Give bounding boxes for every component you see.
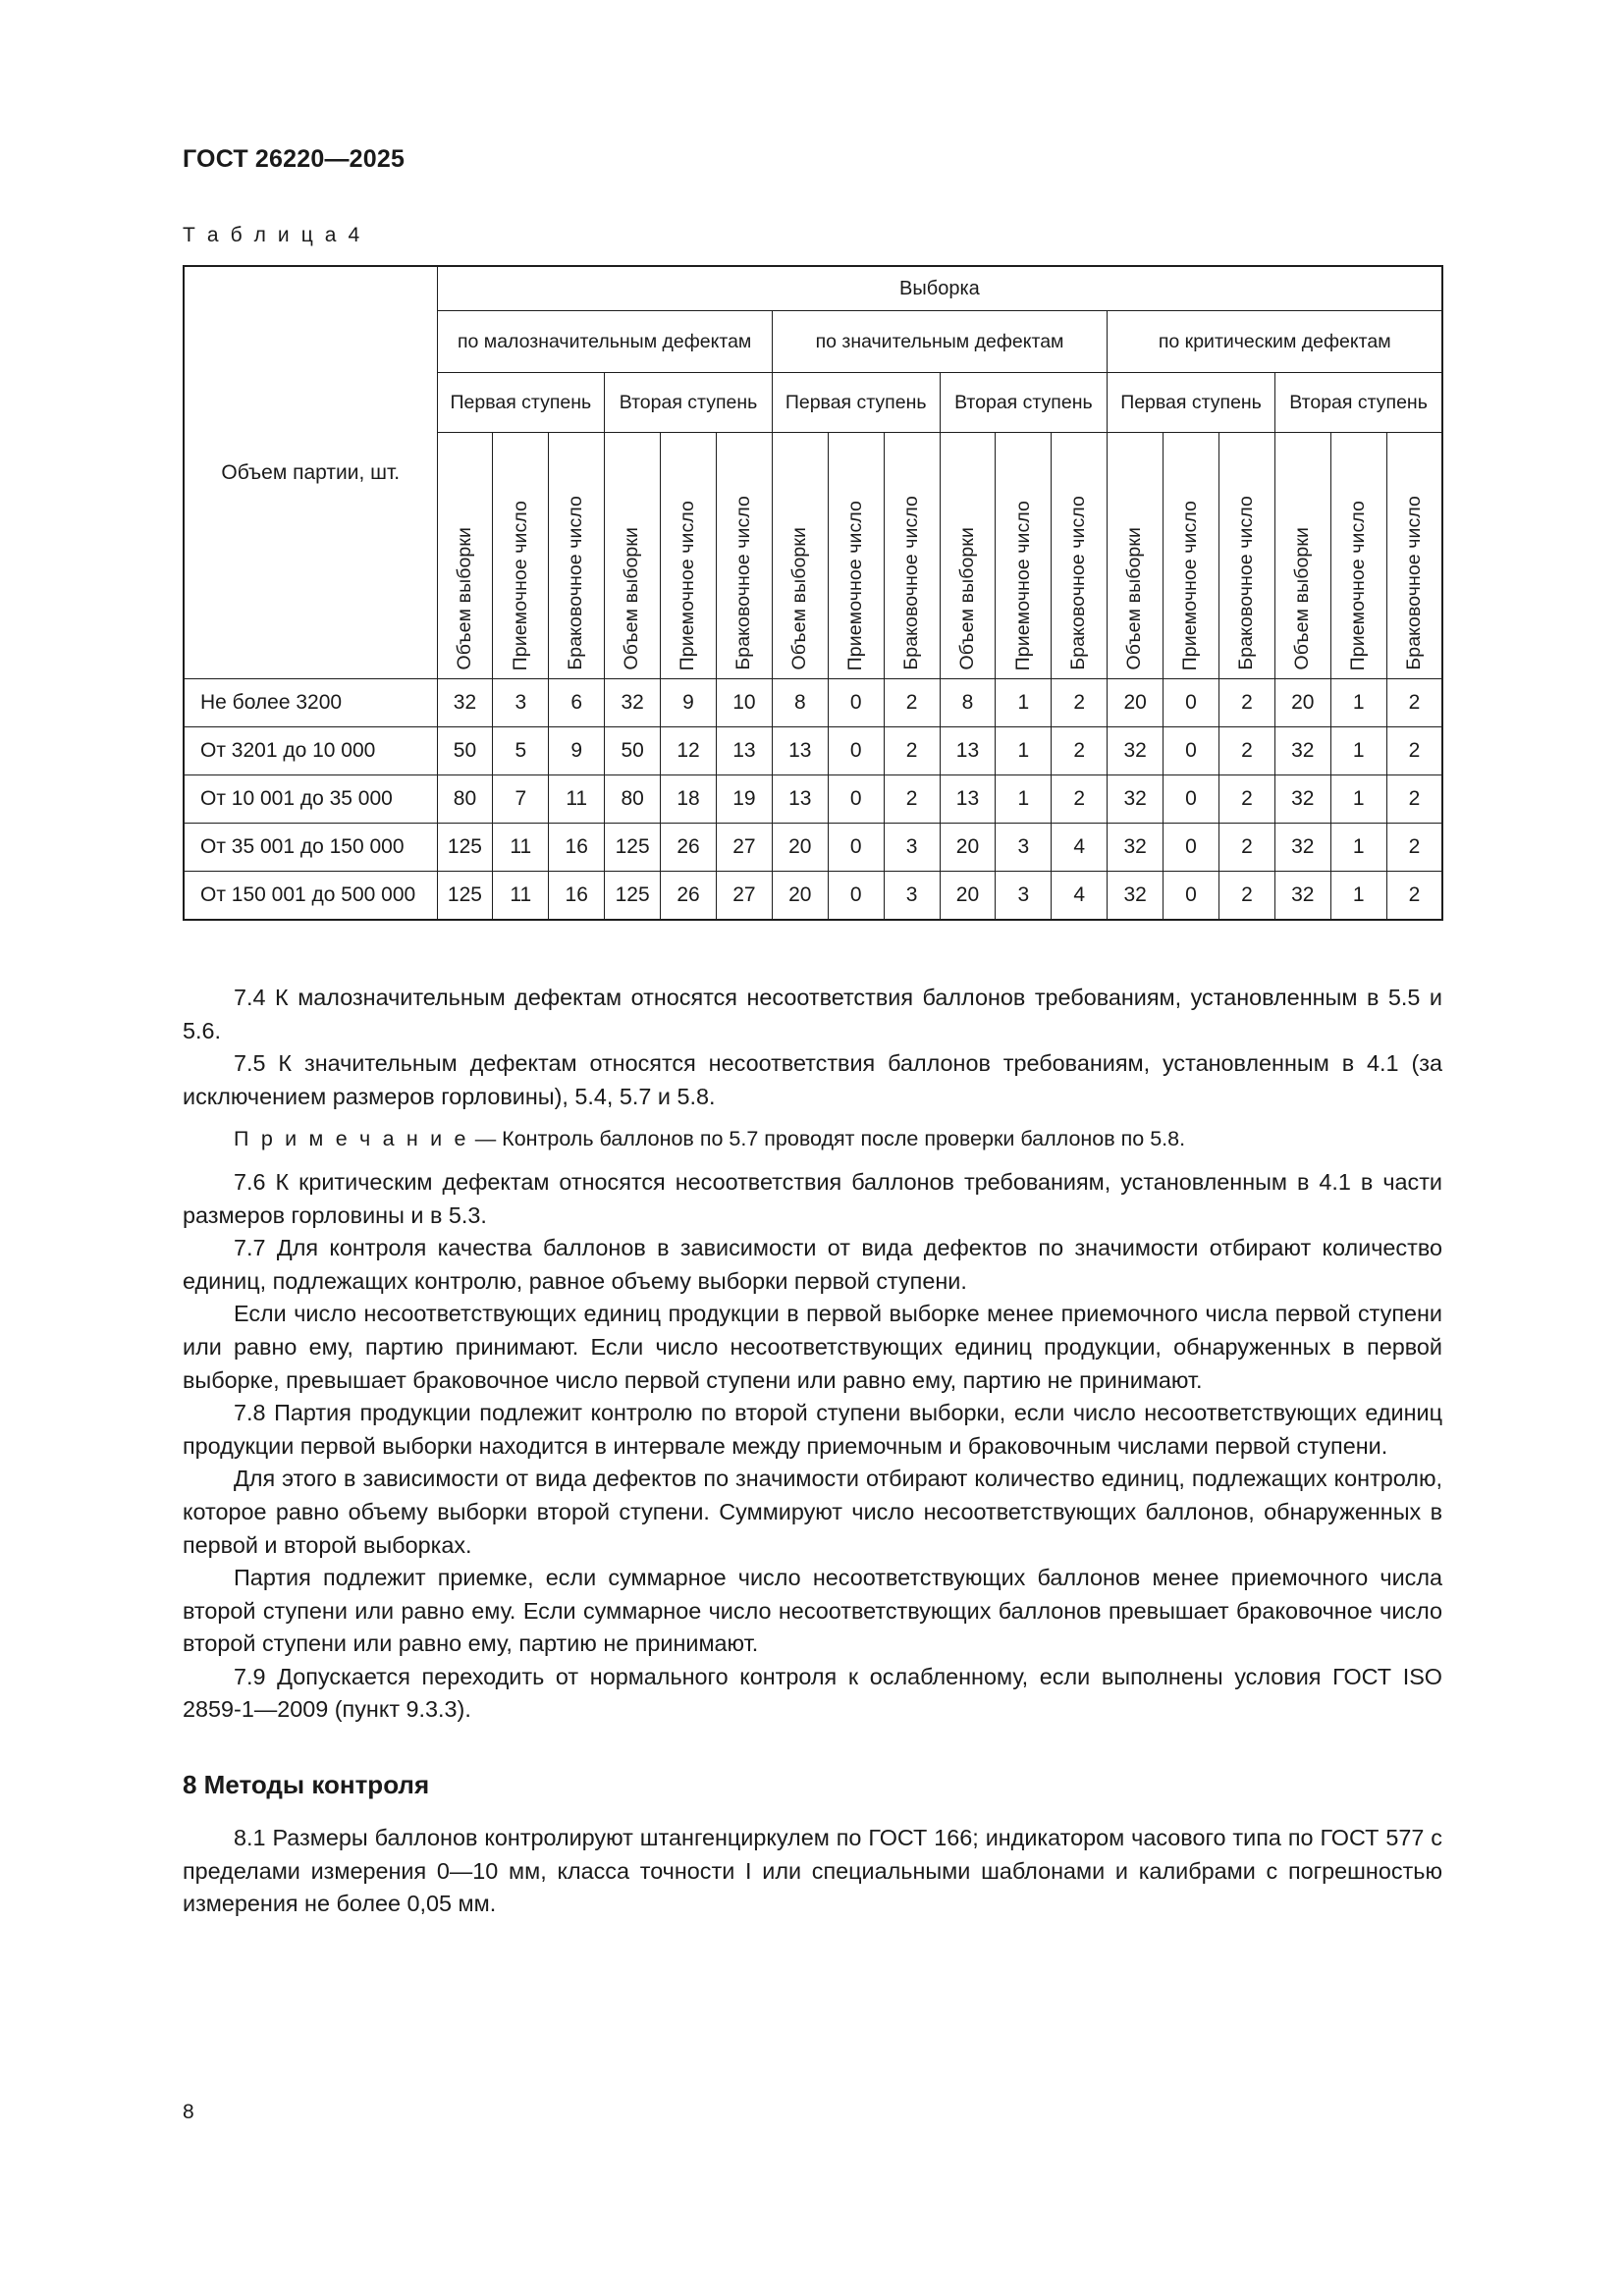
cell: 11	[493, 824, 549, 872]
table-row	[184, 775, 1442, 824]
table-row	[184, 824, 1442, 872]
cell: 13	[772, 727, 828, 775]
cell: 2	[1052, 775, 1108, 824]
header-measure-label: Приемочное число	[677, 500, 699, 670]
header-measure-6	[772, 433, 828, 679]
header-measure-label: Объем выборки	[1123, 527, 1146, 670]
cell: 20	[940, 872, 996, 921]
cell: 0	[1164, 824, 1219, 872]
cell: 2	[1218, 775, 1274, 824]
row-label: От 3201 до 10 000	[184, 727, 437, 775]
cell: 4	[1052, 872, 1108, 921]
cell: 32	[1108, 727, 1164, 775]
cell: 1	[1330, 679, 1386, 727]
cell: 0	[1164, 679, 1219, 727]
row-label: Не более 3200	[184, 679, 437, 727]
table-caption: Т а б л и ц а 4	[183, 224, 363, 246]
header-stage-5: Первая ступень	[1108, 373, 1275, 433]
header-measure-7	[828, 433, 884, 679]
cell: 8	[940, 679, 996, 727]
paragraph-7-5: 7.5 К значительным дефектам относятся несоответствия баллонов требованиям, установленным в 4.1 (за исключением размеров горловины), 5.4, 5.7 и 5.8.	[183, 1050, 1442, 1109]
paragraph-7-4: 7.4 К малозначительным дефектам относятся несоответствия баллонов требованиям, установленным в 5.5 и 5.6.	[183, 985, 1442, 1043]
cell: 1	[996, 679, 1052, 727]
cell: 1	[996, 775, 1052, 824]
cell: 2	[884, 679, 940, 727]
table-row	[184, 679, 1442, 727]
cell: 3	[493, 679, 549, 727]
cell: 32	[1274, 727, 1330, 775]
table-row	[184, 727, 1442, 775]
header-stage-1: Первая ступень	[437, 373, 605, 433]
cell: 26	[661, 872, 717, 921]
cell: 1	[1330, 872, 1386, 921]
cell: 2	[1052, 727, 1108, 775]
header-measure-label: Браковочное число	[732, 496, 755, 670]
header-measure-3	[605, 433, 661, 679]
header-measure-8	[884, 433, 940, 679]
cell: 27	[716, 872, 772, 921]
header-stage-2: Вторая ступень	[605, 373, 773, 433]
header-measure-label: Приемочное число	[843, 500, 866, 670]
header-measure-14	[1218, 433, 1274, 679]
note-7-5	[183, 1123, 1442, 1156]
header-measure-1	[493, 433, 549, 679]
cell: 13	[716, 727, 772, 775]
running-head: ГОСТ 26220—2025	[183, 145, 406, 173]
paragraph-8-1: 8.1 Размеры баллонов контролируют штангенциркулем по ГОСТ 166; индикатором часового типа по ГОСТ 577 с пределами измерения 0—10 мм, класса точности I или специальными шаблонами и калибрами с погрешностью измерения не более 0,05 мм.	[183, 1825, 1442, 1917]
paragraph-7-8: 7.8 Партия продукции подлежит контролю по второй ступени выборки, если число несоответствующих единиц продукции первой выборки находится в интервале между приемочным и браковочным числами первой ступени.	[183, 1400, 1442, 1459]
cell: 2	[1218, 824, 1274, 872]
cell: 32	[1274, 872, 1330, 921]
cell: 2	[884, 727, 940, 775]
cell: 50	[437, 727, 493, 775]
header-group-critical: по критическим дефектам	[1108, 311, 1443, 373]
cell: 12	[661, 727, 717, 775]
cell: 4	[1052, 824, 1108, 872]
header-measure-label: Объем выборки	[1291, 527, 1314, 670]
header-measure-label: Браковочное число	[1067, 496, 1090, 670]
cell: 2	[1218, 872, 1274, 921]
paragraph-7-7b: Если число несоответствующих единиц продукции в первой выборке менее приемочного числа первой ступени или равно ему, партию принимают. Если число несоответствующих единиц продукции, обнаруженных в первой выборке, превышает браковочное число первой ступени или равно ему, партию не принимают.	[183, 1301, 1442, 1393]
cell: 19	[716, 775, 772, 824]
cell: 0	[828, 872, 884, 921]
header-measure-2	[549, 433, 605, 679]
cell: 11	[493, 872, 549, 921]
cell: 11	[549, 775, 605, 824]
cell: 32	[437, 679, 493, 727]
stub-header-cell: Объем партии, шт.	[184, 266, 437, 679]
cell: 2	[1386, 872, 1442, 921]
cell: 1	[996, 727, 1052, 775]
cell: 13	[940, 775, 996, 824]
table-row	[184, 872, 1442, 921]
cell: 27	[716, 824, 772, 872]
cell: 7	[493, 775, 549, 824]
cell: 0	[828, 727, 884, 775]
cell: 26	[661, 824, 717, 872]
header-measure-label: Приемочное число	[509, 500, 531, 670]
header-measure-17	[1386, 433, 1442, 679]
table-4-wrapper	[183, 265, 1442, 921]
table-4	[183, 265, 1443, 921]
cell: 2	[1386, 727, 1442, 775]
cell: 0	[1164, 775, 1219, 824]
cell: 9	[549, 727, 605, 775]
cell: 9	[661, 679, 717, 727]
cell: 32	[1108, 872, 1164, 921]
header-measure-label: Браковочное число	[1235, 496, 1258, 670]
cell: 5	[493, 727, 549, 775]
cell: 3	[884, 872, 940, 921]
row-label: От 150 001 до 500 000	[184, 872, 437, 921]
cell: 8	[772, 679, 828, 727]
table-header-row-sample	[184, 266, 1442, 311]
page-number: 8	[183, 2101, 194, 2123]
cell: 2	[1218, 727, 1274, 775]
cell: 18	[661, 775, 717, 824]
cell: 3	[996, 824, 1052, 872]
cell: 13	[940, 727, 996, 775]
cell: 125	[605, 824, 661, 872]
cell: 125	[605, 872, 661, 921]
cell: 0	[828, 775, 884, 824]
header-measure-15	[1274, 433, 1330, 679]
cell: 32	[605, 679, 661, 727]
cell: 1	[1330, 727, 1386, 775]
cell: 16	[549, 872, 605, 921]
body-text	[183, 982, 1442, 1921]
cell: 3	[884, 824, 940, 872]
cell: 32	[1274, 824, 1330, 872]
header-measure-9	[940, 433, 996, 679]
header-measure-label: Объем выборки	[788, 527, 811, 670]
cell: 20	[772, 824, 828, 872]
row-label: От 35 001 до 150 000	[184, 824, 437, 872]
note-body: — Контроль баллонов по 5.7 проводят после проверки баллонов по 5.8.	[468, 1127, 1186, 1151]
row-label: От 10 001 до 35 000	[184, 775, 437, 824]
cell: 32	[1108, 824, 1164, 872]
cell: 13	[772, 775, 828, 824]
cell: 20	[1274, 679, 1330, 727]
header-measure-label: Приемочное число	[1346, 500, 1369, 670]
header-measure-0	[437, 433, 493, 679]
header-group-minor: по малозначительным дефектам	[437, 311, 772, 373]
header-measure-16	[1330, 433, 1386, 679]
header-measure-5	[716, 433, 772, 679]
paragraph-7-6: 7.6 К критическим дефектам относятся несоответствия баллонов требованиям, установленным в 4.1 в части размеров горловины и в 5.3.	[183, 1168, 1442, 1228]
cell: 50	[605, 727, 661, 775]
cell: 3	[996, 872, 1052, 921]
section-heading-8: 8 Методы контроля	[183, 1770, 430, 1800]
cell: 20	[772, 872, 828, 921]
cell: 2	[1052, 679, 1108, 727]
header-stage-6: Вторая ступень	[1274, 373, 1442, 433]
cell: 80	[437, 775, 493, 824]
cell: 0	[828, 824, 884, 872]
header-measure-13	[1164, 433, 1219, 679]
cell: 2	[1218, 679, 1274, 727]
cell: 125	[437, 824, 493, 872]
header-measure-label: Браковочное число	[565, 496, 587, 670]
cell: 1	[1330, 775, 1386, 824]
paragraph-7-9: 7.9 Допускается переходить от нормального контроля к ослабленному, если выполнены условия ГОСТ ISO 2859-1—2009 (пункт 9.3.3).	[183, 1663, 1442, 1723]
header-measure-label: Объем выборки	[453, 527, 475, 670]
header-stage-4: Вторая ступень	[940, 373, 1108, 433]
cell: 0	[1164, 727, 1219, 775]
header-measure-10	[996, 433, 1052, 679]
cell: 32	[1108, 775, 1164, 824]
cell: 10	[716, 679, 772, 727]
cell: 6	[549, 679, 605, 727]
cell: 80	[605, 775, 661, 824]
header-group-major: по значительным дефектам	[772, 311, 1107, 373]
header-measure-label: Браковочное число	[1402, 496, 1425, 670]
paragraph-7-7: 7.7 Для контроля качества баллонов в зависимости от вида дефектов по значимости отбирают количество единиц, подлежащих контролю, равное объему выборки первой ступени.	[183, 1235, 1442, 1294]
cell: 125	[437, 872, 493, 921]
header-measure-label: Объем выборки	[621, 527, 643, 670]
cell: 20	[1108, 679, 1164, 727]
cell: 1	[1330, 824, 1386, 872]
header-stage-3: Первая ступень	[772, 373, 940, 433]
header-measure-4	[661, 433, 717, 679]
header-measure-12	[1108, 433, 1164, 679]
cell: 16	[549, 824, 605, 872]
header-vyborka: Выборка	[437, 266, 1442, 311]
header-measure-label: Объем выборки	[955, 527, 978, 670]
header-measure-11	[1052, 433, 1108, 679]
cell: 2	[884, 775, 940, 824]
cell: 0	[1164, 872, 1219, 921]
cell: 0	[828, 679, 884, 727]
header-measure-label: Приемочное число	[1179, 500, 1202, 670]
paragraph-7-8b: Для этого в зависимости от вида дефектов по значимости отбирают количество единиц, подлежащих контролю, которое равно объему выборки второй ступени. Суммируют число несоответствующих баллонов, обнаруженных в первой и второй выборках.	[183, 1466, 1442, 1558]
cell: 32	[1274, 775, 1330, 824]
cell: 2	[1386, 775, 1442, 824]
cell: 20	[940, 824, 996, 872]
paragraph-7-8c: Партия подлежит приемке, если суммарное число несоответствующих баллонов менее приемочного числа второй ступени или равно ему. Если суммарное число несоответствующих баллонов превышает браковочное число второй ступени или равно ему, партию не принимают.	[183, 1565, 1442, 1657]
header-measure-label: Браковочное число	[899, 496, 922, 670]
cell: 2	[1386, 679, 1442, 727]
cell: 2	[1386, 824, 1442, 872]
note-label: П р и м е ч а н и е	[234, 1127, 469, 1151]
header-measure-label: Приемочное число	[1011, 500, 1034, 670]
